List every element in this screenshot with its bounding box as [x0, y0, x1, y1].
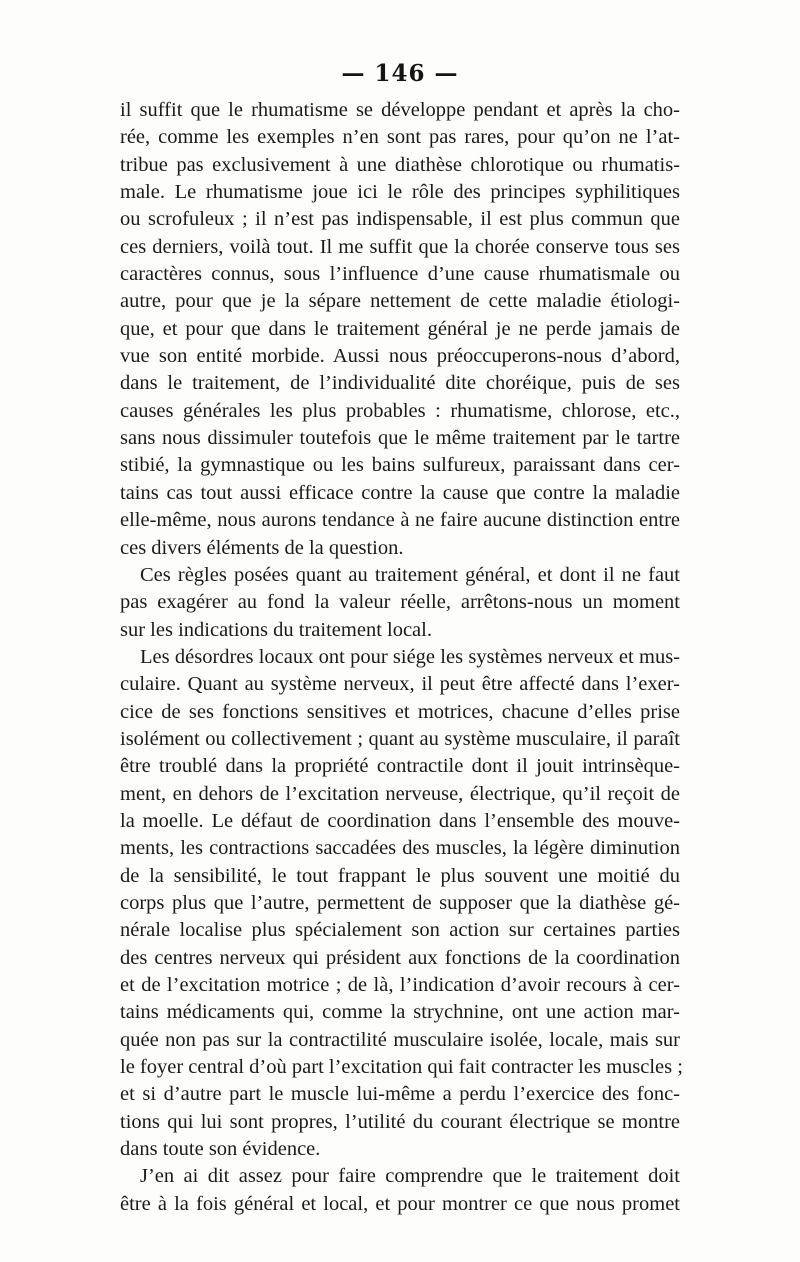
text-line: et si d’autre part le muscle lui-même a perdu l’exercice des fonc- [120, 1083, 680, 1106]
text-line: Ces règles posées quant au traitement général, et dont il ne faut [140, 563, 680, 586]
text-line: ces derniers, voilà tout. Il me suffit que la chorée conserve tous ses [120, 235, 680, 258]
text-line: des centres nerveux qui président aux fonctions de la coordination [120, 946, 680, 969]
text-line: ces divers éléments de la question. [120, 536, 404, 559]
text-line: dans le traitement, de l’individualité dite choréique, puis de ses [120, 372, 680, 395]
text-line: Les désordres locaux ont pour siége les systèmes nerveux et mus- [140, 645, 680, 668]
text-line: dans toute son évidence. [120, 1138, 321, 1161]
page-number: — 146 — [341, 60, 459, 87]
text-line: causes générales les plus probables : rhumatisme, chlorose, etc., [120, 399, 680, 422]
text-line: male. Le rhumatisme joue ici le rôle des principes syphilitiques [120, 181, 680, 204]
text-line: elle-même, nous aurons tendance à ne faire aucune distinction entre [120, 509, 680, 532]
text-line: être à la fois général et local, et pour montrer ce que nous promet [120, 1192, 680, 1215]
text-line: tains médicaments qui, comme la strychnine, ont une action mar- [120, 1001, 680, 1024]
text-line: que, et pour que dans le traitement général je ne perde jamais de [120, 317, 680, 340]
text-line: autre, pour que je la sépare nettement de cette maladie étiologi- [120, 290, 680, 313]
text-line: la moelle. Le défaut de coordination dans l’ensemble des mouve- [120, 809, 680, 832]
text-line: pas exagérer au fond la valeur réelle, arrêtons-nous un moment [120, 591, 680, 614]
text-line: tains cas tout aussi efficace contre la cause que contre la maladie [120, 481, 680, 504]
text-line: de la sensibilité, le tout frappant le plus souvent une moitié du [120, 864, 680, 887]
text-line: ou scrofuleux ; il n’est pas indispensable, il est plus commun que [120, 208, 680, 231]
text-line: sur les indications du traitement local. [120, 618, 432, 641]
text-line: caractères connus, sous l’influence d’une cause rhumatismale ou [120, 263, 680, 286]
text-line: le foyer central d’où part l’excitation qui fait contracter les muscles ; [120, 1056, 683, 1079]
text-line: et de l’excitation motrice ; de là, l’indication d’avoir recours à cer- [120, 974, 680, 996]
text-line: cice de ses fonctions sensitives et motrices, chacune d’elles prise [120, 700, 680, 723]
text-line: tribue pas exclusivement à une diathèse chlorotique ou rhumatis- [120, 153, 680, 176]
text-line: J’en ai dit assez pour faire comprendre que le traitement doit [140, 1165, 680, 1188]
text-line: ments, les contractions saccadées des muscles, la légère diminution [120, 837, 680, 860]
text-line: quée non pas sur la contractilité musculaire isolée, locale, mais sur [120, 1028, 680, 1051]
text-line: il suffit que le rhumatisme se développe pendant et après la cho- [120, 99, 680, 121]
text-line: nérale localise plus spécialement son action sur certaines parties [120, 919, 680, 942]
text-line: être troublé dans la propriété contractile dont il jouit intrinsèque- [120, 755, 680, 778]
text-line: culaire. Quant au système nerveux, il peut être affecté dans l’exer- [120, 673, 680, 696]
text-line: isolément ou collectivement ; quant au système musculaire, il paraît [120, 727, 680, 750]
text-line: rée, comme les exemples n’en sont pas rares, pour qu’on ne l’at- [120, 126, 680, 149]
body-text [120, 97, 683, 1218]
text-line: corps plus que l’autre, permettent de supposer que la diathèse gé- [120, 891, 680, 914]
text-line: stibié, la gymnastique ou les bains sulfureux, paraissant dans cer- [120, 454, 680, 477]
text-line: vue son entité morbide. Aussi nous préoccuperons-nous d’abord, [120, 345, 680, 368]
text-line: sans nous dissimuler toutefois que le même traitement par le tartre [120, 427, 680, 450]
text-line: ment, en dehors de l’excitation nerveuse, électrique, qu’il reçoit de [120, 782, 680, 805]
text-line: tions qui lui sont propres, l’utilité du courant électrique se montre [120, 1110, 680, 1133]
